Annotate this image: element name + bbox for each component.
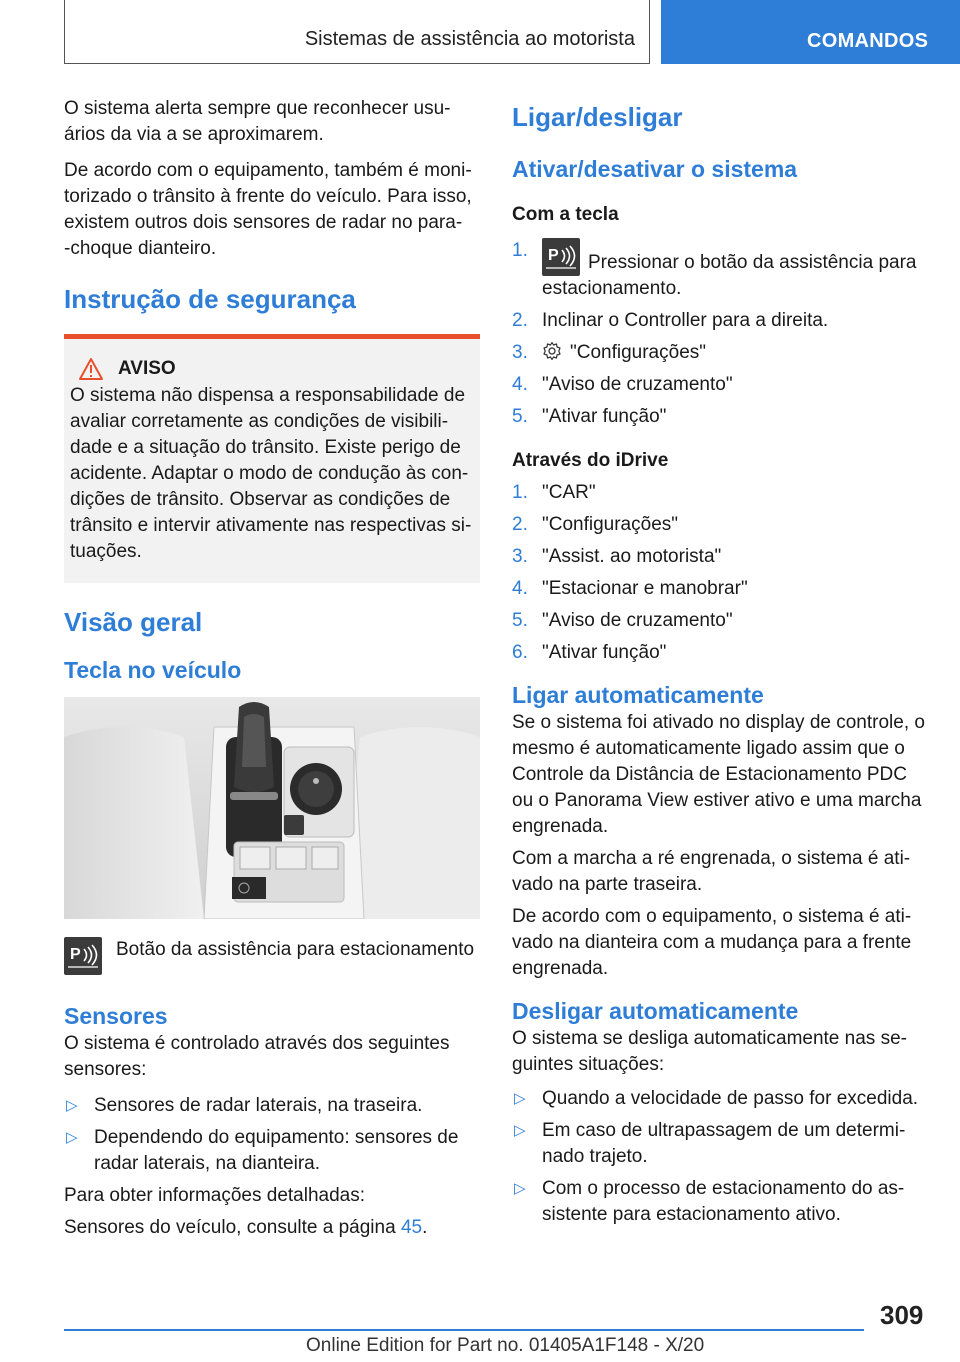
- sensors-intro: [64, 1031, 480, 1083]
- text-line: acidente. Adaptar o modo de condução às con-: [70, 463, 469, 484]
- list-item: [512, 1118, 928, 1170]
- step-number: 3.: [512, 342, 528, 363]
- more-info-text: Para obter informações detalhadas:: [64, 1185, 366, 1206]
- gear-icon: [542, 341, 562, 361]
- step-number: 5.: [512, 610, 528, 631]
- text-line: tuações.: [70, 541, 142, 562]
- text-line: vado na parte traseira.: [512, 874, 703, 895]
- auto-on-paragraph-3: [512, 904, 928, 982]
- heading-key-in-vehicle: Tecla no veículo: [64, 657, 242, 683]
- text-line: existem outros dois sensores de radar no para-: [64, 212, 463, 233]
- text-line: ou o Panorama View estiver ativo e uma marcha: [512, 790, 922, 811]
- page-number: 309: [880, 1300, 924, 1330]
- page-reference: [64, 1215, 480, 1241]
- list-item: [512, 640, 928, 666]
- warning-text: [70, 383, 474, 565]
- text-line: Sensores de radar laterais, na traseira.: [94, 1095, 423, 1116]
- warning-title: AVISO: [118, 358, 176, 379]
- list-item: [512, 1176, 928, 1228]
- caption-text: Botão da assistência para estacionamento: [116, 939, 475, 960]
- sensor-list: [64, 1093, 480, 1177]
- auto-on-paragraph-2: [512, 846, 928, 898]
- triangle-bullet-icon: ▷: [514, 1122, 526, 1139]
- text-line: Com a marcha a ré engrenada, o sistema é ati-: [512, 848, 911, 869]
- auto-off-list: [512, 1086, 928, 1228]
- step-number: 4.: [512, 578, 528, 599]
- step-number: 5.: [512, 406, 528, 427]
- text-line: avaliar corretamente as condições de visibili-: [70, 411, 449, 432]
- warning-triangle-icon: [78, 357, 104, 381]
- intro-paragraph-1: [64, 96, 480, 148]
- list-item: [512, 480, 928, 506]
- list-item: [512, 608, 928, 634]
- text-line: O sistema se desliga automaticamente nas se-: [512, 1028, 907, 1049]
- heading-safety: Instrução de segurança: [64, 284, 356, 314]
- triangle-bullet-icon: ▷: [514, 1090, 526, 1107]
- header-title-box: [64, 0, 650, 64]
- console-illustration: [64, 697, 480, 919]
- list-item: [64, 1093, 480, 1119]
- text-line: trânsito e intervir ativamente nas respectivas si-: [70, 515, 472, 536]
- svg-text:P: P: [548, 247, 559, 264]
- section-label: COMANDOS: [807, 30, 929, 52]
- text-line: "Aviso de cruzamento": [542, 374, 733, 395]
- text-line: "Configurações": [542, 514, 679, 535]
- heading-idrive: Através do iDrive: [512, 450, 669, 471]
- triangle-bullet-icon: ▷: [66, 1097, 78, 1114]
- step-number: 6.: [512, 642, 528, 663]
- text-line: estacionamento.: [542, 278, 682, 299]
- step-number: 1.: [512, 482, 528, 503]
- triangle-bullet-icon: ▷: [514, 1180, 526, 1197]
- footer-rule: [64, 1329, 864, 1331]
- text-line: engrenada.: [512, 958, 609, 979]
- text-line: De acordo com o equipamento, também é moni-: [64, 160, 472, 181]
- left-column: [64, 96, 480, 1251]
- text-line: "Estacionar e manobrar": [542, 578, 748, 599]
- text-line: De acordo com o equipamento, o sistema é ati-: [512, 906, 912, 927]
- text-line: "CAR": [542, 482, 596, 503]
- text-line: "Ativar função": [542, 406, 667, 427]
- list-item: [512, 1086, 928, 1112]
- text-line: Se o sistema foi ativado no display de controle, o: [512, 712, 925, 733]
- list-item: [512, 308, 928, 334]
- list-item: [512, 340, 928, 366]
- svg-text:P: P: [70, 946, 81, 963]
- right-column: [512, 96, 928, 1234]
- list-item: [512, 238, 928, 302]
- text-line: -choque dianteiro.: [64, 238, 217, 259]
- header-title: Sistemas de assistência ao motorista: [304, 28, 635, 50]
- text-line: sensores:: [64, 1059, 147, 1080]
- heading-on-off: Ligar/desligar: [512, 102, 683, 132]
- text-line: mesmo é automaticamente ligado assim que o: [512, 738, 905, 759]
- auto-off-intro: [512, 1026, 928, 1078]
- heading-sensors: Sensores: [64, 1003, 168, 1029]
- text-line: Pressionar o botão da assistência para: [588, 252, 917, 273]
- text-line: O sistema é controlado através dos seguintes: [64, 1033, 450, 1054]
- heading-overview: Visão geral: [64, 607, 203, 637]
- text-line: ários da via a se aproximarem.: [64, 124, 324, 145]
- parking-assistant-icon: [64, 937, 102, 975]
- text-line: engrenada.: [512, 816, 609, 837]
- text-line: Quando a velocidade de passo for excedida.: [542, 1088, 919, 1109]
- center-console-photo: [64, 697, 480, 919]
- text-line: Com o processo de estacionamento do as-: [542, 1178, 905, 1199]
- text-line: Controle da Distância de Estacionamento PDC: [512, 764, 907, 785]
- text-line: "Assist. ao motorista": [542, 546, 722, 567]
- text-line: vado na dianteira com a mudança para a frente: [512, 932, 912, 953]
- warning-box: [64, 334, 480, 583]
- text-line: sistente para estacionamento ativo.: [542, 1204, 841, 1225]
- list-item: [512, 404, 928, 430]
- text-line: torizado o trânsito à frente do veículo. Para isso,: [64, 186, 472, 207]
- heading-auto-on: Ligar automaticamente: [512, 682, 764, 708]
- list-item: [512, 576, 928, 602]
- reference-text: Sensores do veículo, consulte a página: [64, 1217, 396, 1238]
- page-link[interactable]: 45: [400, 1217, 423, 1238]
- step-number: 4.: [512, 374, 528, 395]
- image-caption: [64, 937, 480, 975]
- text-line: dade e a situação do trânsito. Existe perigo de: [70, 437, 461, 458]
- heading-auto-off: Desligar automaticamente: [512, 998, 799, 1024]
- text-line: "Aviso de cruzamento": [542, 610, 733, 631]
- text-line: "Ativar função": [542, 642, 667, 663]
- text-line: Inclinar o Controller para a direita.: [542, 310, 829, 331]
- step-number: 3.: [512, 546, 528, 567]
- key-steps-list: [512, 238, 928, 430]
- footer-edition: Online Edition for Part no. 01405A1F148 - X/20: [306, 1335, 705, 1356]
- parking-assistant-icon: [542, 238, 580, 276]
- intro-paragraph-2: [64, 158, 480, 262]
- page-header: [0, 0, 960, 66]
- triangle-bullet-icon: ▷: [66, 1129, 78, 1146]
- text-line: O sistema não dispensa a responsabilidade de: [70, 385, 466, 406]
- text-line: Dependendo do equipamento: sensores de: [94, 1127, 459, 1148]
- text-line: Em caso de ultrapassagem de um determi-: [542, 1120, 906, 1141]
- step-number: 2.: [512, 310, 528, 331]
- step-number: 1.: [512, 240, 528, 261]
- text-line: O sistema alerta sempre que reconhecer usu-: [64, 98, 451, 119]
- heading-with-key: Com a tecla: [512, 204, 619, 225]
- text-line: radar laterais, na dianteira.: [94, 1153, 321, 1174]
- text-line: dições de trânsito. Observar as condições de: [70, 489, 451, 510]
- text-line: nado trajeto.: [542, 1146, 648, 1167]
- reference-end: .: [422, 1217, 428, 1238]
- heading-activate: Ativar/desativar o sistema: [512, 156, 798, 182]
- auto-on-paragraph-1: [512, 710, 928, 840]
- list-item: [512, 544, 928, 570]
- text-line: "Configurações": [570, 342, 707, 363]
- list-item: [64, 1125, 480, 1177]
- section-tab: [661, 0, 960, 64]
- text-line: guintes situações:: [512, 1054, 665, 1075]
- list-item: [512, 372, 928, 398]
- warning-header: [70, 357, 474, 381]
- list-item: [512, 512, 928, 538]
- step-number: 2.: [512, 514, 528, 535]
- idrive-steps-list: [512, 480, 928, 666]
